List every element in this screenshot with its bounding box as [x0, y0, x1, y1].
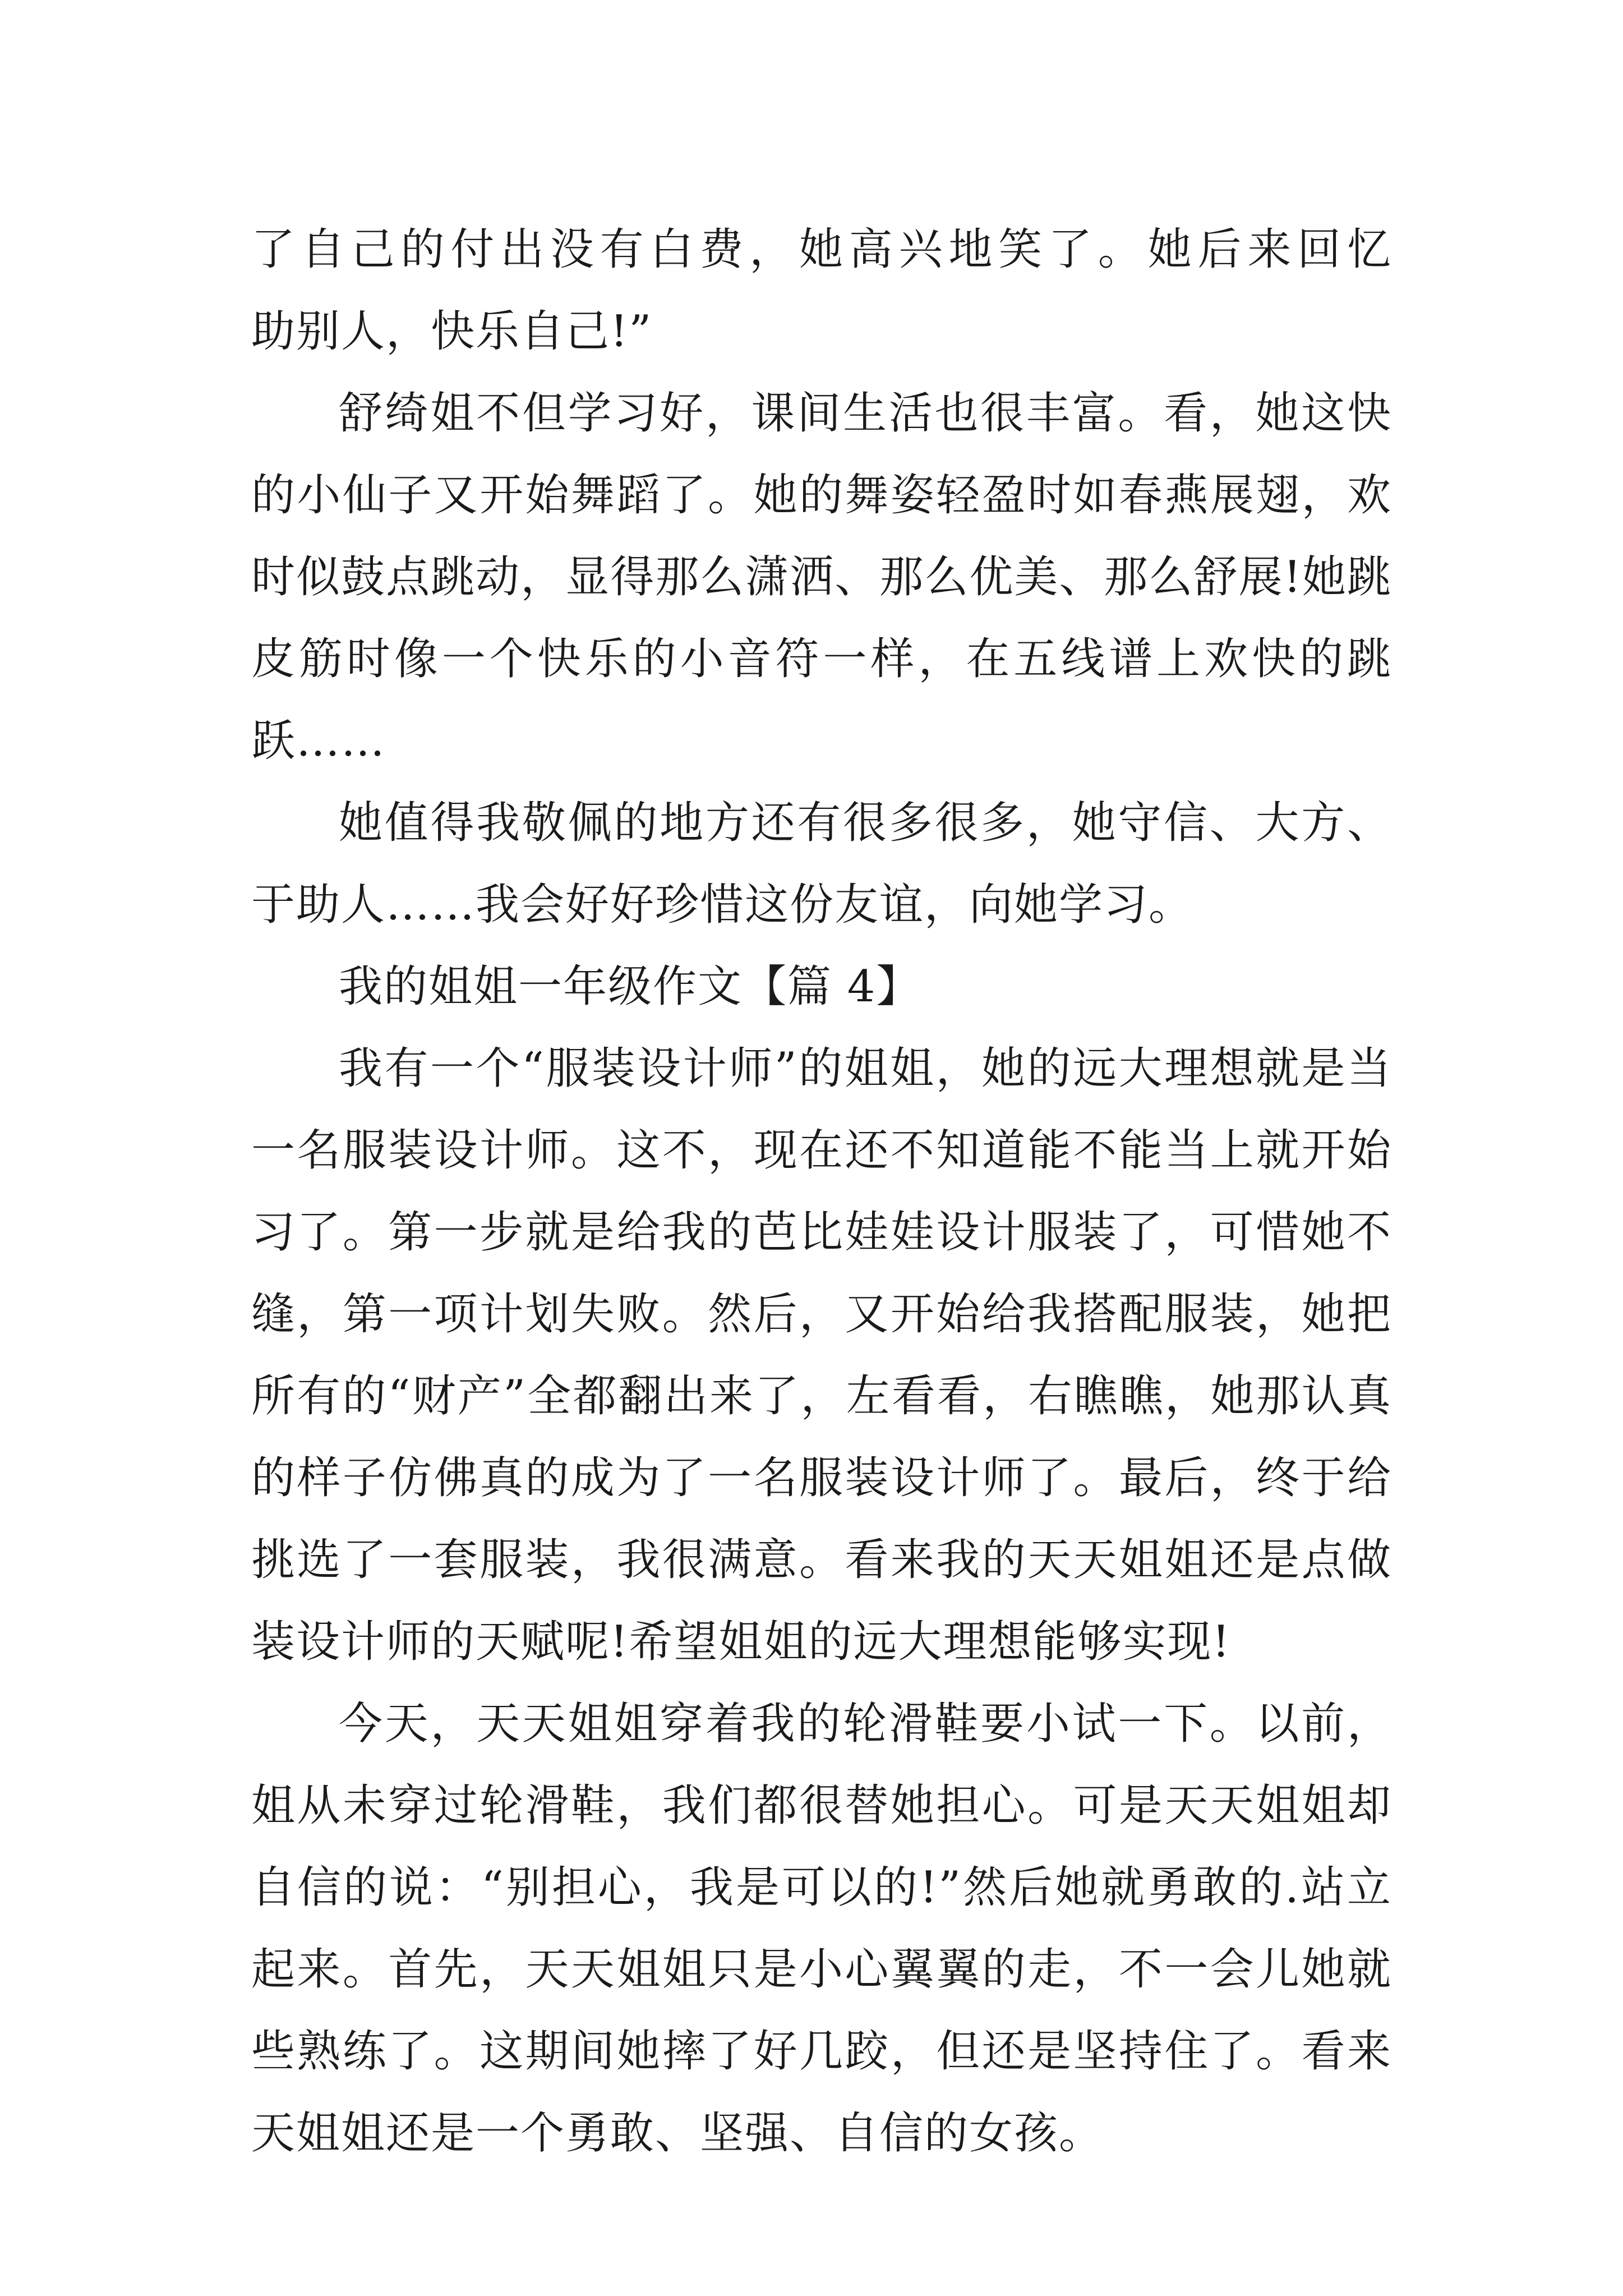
- section-heading: 我的姐姐一年级作文【篇 4】: [339, 961, 921, 1012]
- text-line: 习了。第一步就是给我的芭比娃娃设计服装了，可惜她不: [251, 1207, 1392, 1258]
- text-line: 一名服装设计师。这不，现在还不知道能不能当上就开始: [251, 1125, 1392, 1176]
- text-line: 挑选了一套服装，我很满意。看来我的天天姐姐还是点做: [251, 1535, 1392, 1585]
- text-line: 时似鼓点跳动，显得那么潇洒、那么优美、那么舒展!她跳: [251, 552, 1392, 602]
- text-line: 于助人……我会好好珍惜这份友谊，向她学习。: [251, 880, 1194, 930]
- text-line: 所有的“财产”全都翻出来了，左看看，右瞧瞧，她那认真: [251, 1371, 1392, 1421]
- text-line: 起来。首先，天天姐姐只是小心翼翼的走，不一会儿她就: [251, 1944, 1392, 1995]
- text-line: 天姐姐还是一个勇敢、坚强、自信的女孩。: [251, 2108, 1104, 2159]
- text-line: 些熟练了。这期间她摔了好几跤，但还是坚持住了。看来: [251, 2026, 1392, 2077]
- text-line: 自信的说：“别担心，我是可以的!”然后她就勇敢的.站立: [251, 1862, 1392, 1913]
- document-body: [251, 209, 1392, 2174]
- text-line: 姐从未穿过轮滑鞋，我们都很替她担心。可是天天姐姐却: [251, 1780, 1392, 1831]
- text-line: 缝，第一项计划失败。然后，又开始给我搭配服装，她把: [251, 1289, 1392, 1340]
- text-line: 了自己的付出没有白费，她高兴地笑了。她后来回忆: [251, 224, 1392, 275]
- text-line: 跃……: [251, 716, 386, 766]
- paragraph-start-line: 她值得我敬佩的地方还有很多很多，她守信、大方、: [339, 798, 1392, 848]
- paragraph-start-line: 舒绮姐不但学习好，课间生活也很丰富。看，她这快: [339, 388, 1392, 439]
- text-line: 的样子仿佛真的成为了一名服装设计师了。最后，终于给: [251, 1453, 1392, 1503]
- text-line: 装设计师的天赋呢!希望姐姐的远大理想能够实现!: [251, 1617, 1231, 1667]
- text-line: 助别人，快乐自己!”: [251, 306, 653, 357]
- paragraph-start-line: 我有一个“服装设计师”的姐姐，她的远大理想就是当: [339, 1043, 1392, 1094]
- text-line: 皮筋时像一个快乐的小音符一样，在五线谱上欢快的跳: [251, 634, 1392, 684]
- paragraph-start-line: 今天，天天姐姐穿着我的轮滑鞋要小试一下。以前，: [339, 1699, 1392, 1749]
- text-line: 的小仙子又开始舞蹈了。她的舞姿轻盈时如春燕展翅，欢: [251, 470, 1392, 521]
